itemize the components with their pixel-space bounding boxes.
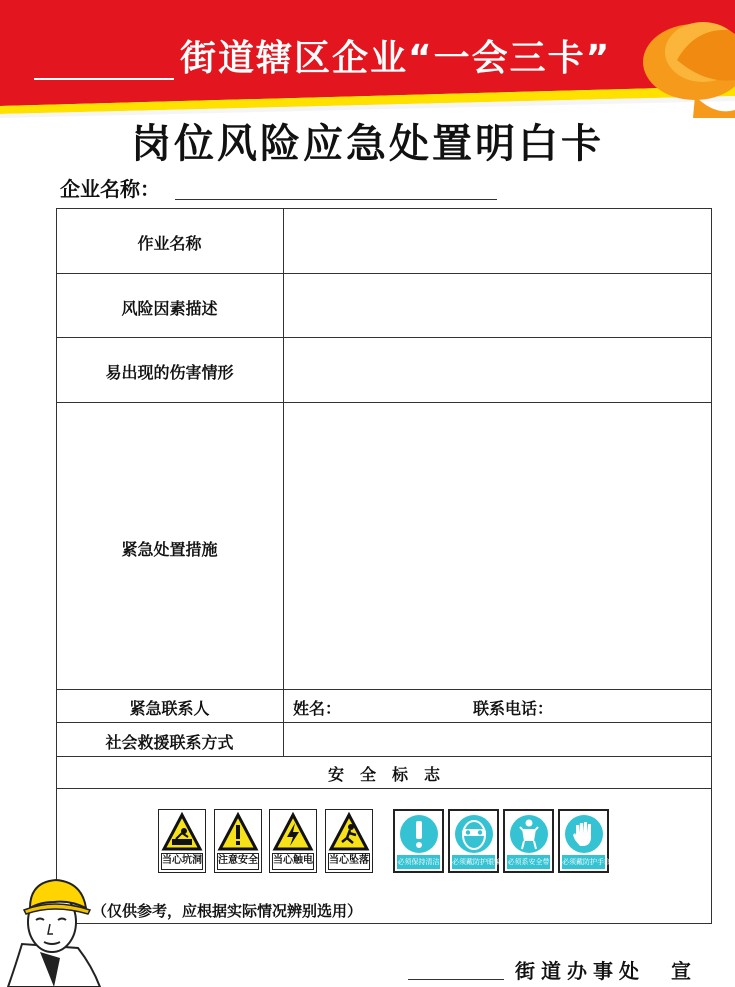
row-divider bbox=[56, 788, 712, 789]
job-name-field[interactable] bbox=[284, 209, 711, 272]
footer-signature-line bbox=[408, 979, 504, 980]
row-divider bbox=[56, 689, 712, 690]
sign-caption: 必须戴防护手套 bbox=[562, 855, 605, 869]
sign-caption: 必须保持清洁 bbox=[397, 855, 440, 869]
emergency-contact-label: 紧急联系人 bbox=[129, 699, 210, 718]
issuer-name: 街道办事处 bbox=[515, 959, 645, 983]
mandatory-sign bbox=[558, 809, 609, 873]
issuer-label bbox=[515, 955, 697, 984]
issuer-action: 宣 bbox=[670, 959, 697, 983]
warning-sign bbox=[269, 809, 317, 873]
electric-shock-warning-icon bbox=[273, 813, 313, 853]
sign-caption: 当心坑洞 bbox=[161, 853, 203, 870]
warning-sign bbox=[158, 809, 206, 873]
risk-factors-label: 风险因素描述 bbox=[121, 299, 218, 318]
banner-title: 街道辖区企业“一会三卡” bbox=[180, 38, 612, 79]
sign-caption: 必须戴防护眼镜 bbox=[452, 855, 495, 869]
sign-caption: 必须系安全带 bbox=[507, 855, 550, 869]
harness-mandatory-icon bbox=[508, 813, 550, 855]
warning-sign bbox=[214, 809, 262, 873]
reference-note: （仅供参考，应根据实际情况辨别选用） bbox=[92, 902, 363, 920]
rescue-contact-label: 社会救援联系方式 bbox=[105, 733, 234, 752]
mandatory-sign bbox=[448, 809, 499, 873]
company-name-label: 企业名称： bbox=[60, 177, 160, 201]
company-name-field[interactable] bbox=[175, 199, 497, 200]
worker-illustration bbox=[0, 868, 110, 987]
sign-caption: 当心坠落 bbox=[328, 853, 370, 870]
gloves-mandatory-icon bbox=[563, 813, 605, 855]
mandatory-sign bbox=[393, 809, 444, 873]
pit-warning-icon bbox=[162, 813, 202, 853]
card-title: 岗位风险应急处置明白卡 bbox=[131, 121, 604, 167]
emergency-measures-label: 紧急处置措施 bbox=[121, 540, 218, 559]
safety-signs-header: 安 全 标 志 bbox=[327, 765, 440, 784]
goggles-mandatory-icon bbox=[453, 813, 495, 855]
emergency-measures-field[interactable] bbox=[284, 403, 711, 688]
job-name-label: 作业名称 bbox=[137, 234, 202, 253]
warning-sign bbox=[325, 809, 373, 873]
risk-factors-field[interactable] bbox=[284, 274, 711, 336]
fall-warning-icon bbox=[329, 813, 369, 853]
rescue-contact-field[interactable] bbox=[284, 723, 711, 755]
hard-hat-icon bbox=[625, 0, 735, 118]
row-divider bbox=[56, 756, 712, 757]
exclamation-warning-icon bbox=[218, 813, 258, 853]
exclamation-mandatory-icon bbox=[398, 813, 440, 855]
injury-situations-label: 易出现的伤害情形 bbox=[105, 363, 234, 382]
sign-caption: 当心触电 bbox=[272, 853, 314, 870]
contact-phone-label: 联系电话： bbox=[473, 699, 554, 718]
mandatory-sign bbox=[503, 809, 554, 873]
contact-name-label: 姓名： bbox=[293, 699, 342, 718]
sign-caption: 注意安全 bbox=[217, 853, 259, 870]
injury-situations-field[interactable] bbox=[284, 338, 711, 401]
